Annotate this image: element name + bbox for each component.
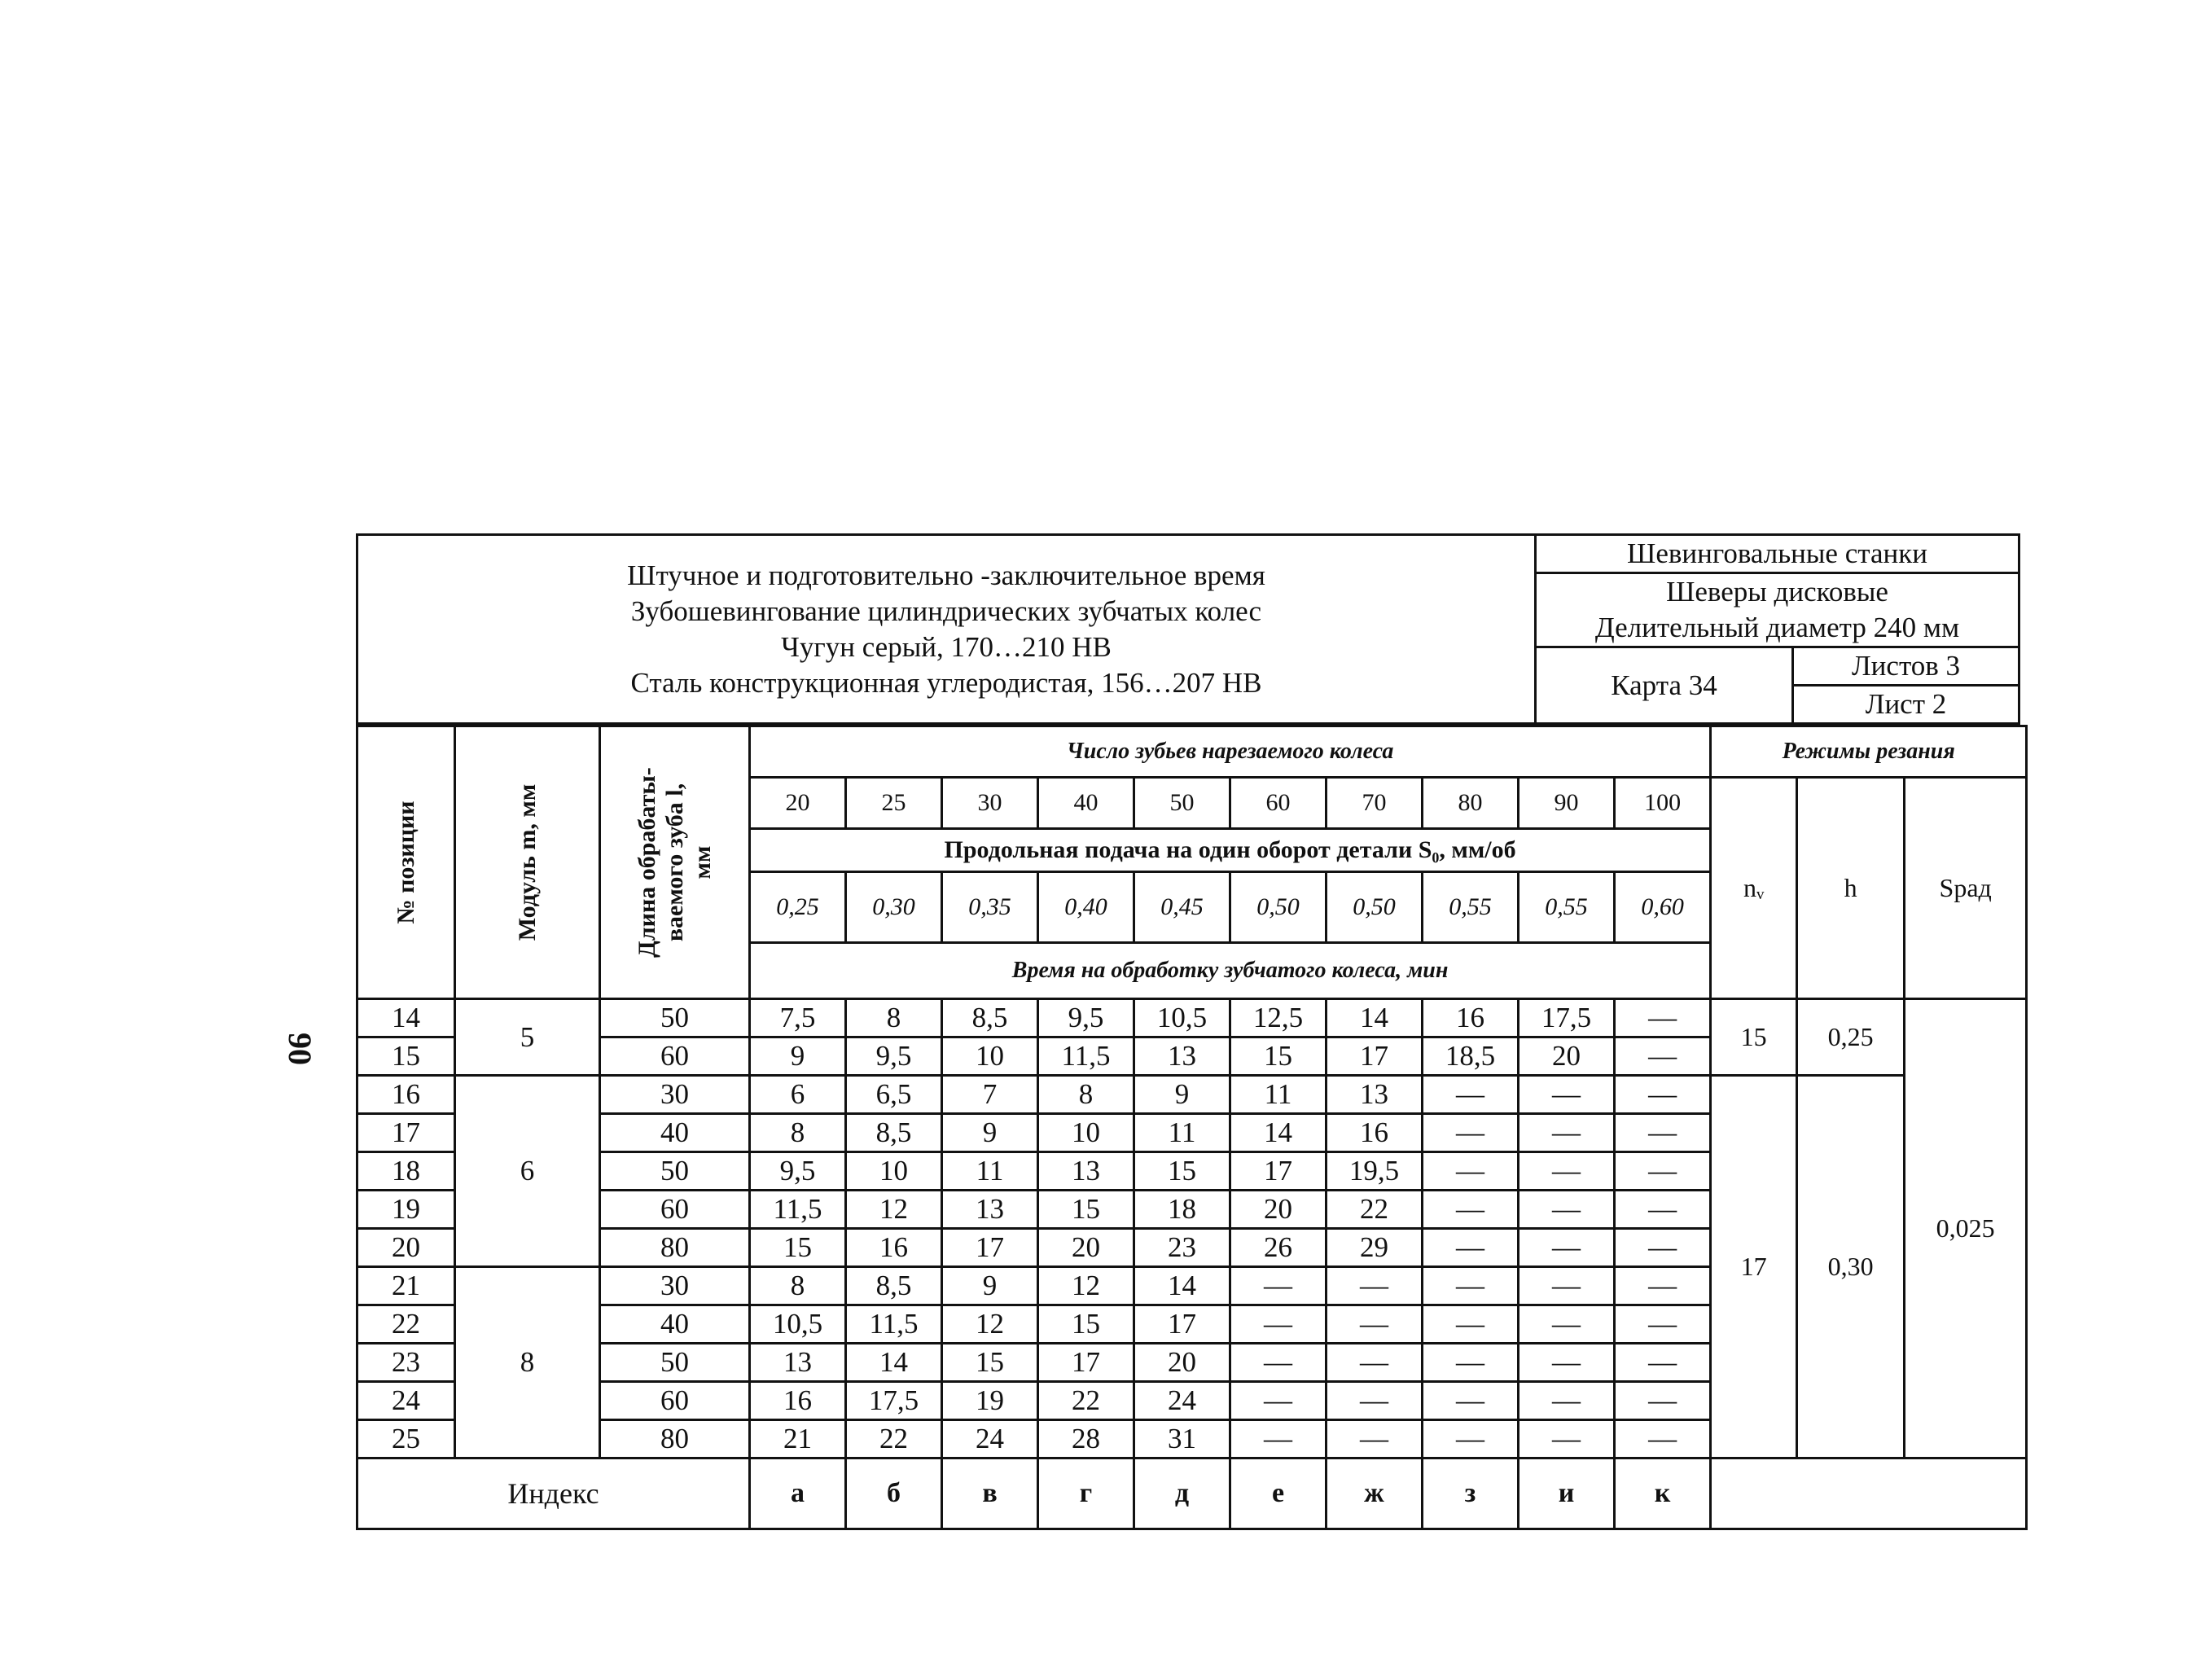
time-cell: 14 <box>846 1344 942 1382</box>
position-cell: 18 <box>357 1152 455 1191</box>
mode-n-header: nᵥ <box>1711 778 1797 999</box>
col-length-header: Длина обрабаты-ваемого зуба l, мм <box>600 726 750 999</box>
time-cell: — <box>1423 1420 1519 1458</box>
time-cell: 24 <box>1134 1382 1230 1420</box>
time-cell: 15 <box>1134 1152 1230 1191</box>
time-cell: — <box>1327 1305 1423 1344</box>
feed-value: 0,60 <box>1615 872 1711 943</box>
time-cell: 13 <box>1038 1152 1134 1191</box>
table-row <box>357 1076 2027 1114</box>
tool-type <box>1536 573 2019 647</box>
teeth-count: 25 <box>846 778 942 829</box>
teeth-header: Число зубьев нарезаемого колеса <box>750 726 1711 778</box>
index-label: Индекс <box>357 1458 750 1529</box>
length-cell: 30 <box>600 1076 750 1114</box>
time-cell: 7,5 <box>750 999 846 1037</box>
time-cell: — <box>1230 1420 1327 1458</box>
time-cell: 20 <box>1134 1344 1230 1382</box>
index-cell: а <box>750 1458 846 1529</box>
time-cell: 10 <box>846 1152 942 1191</box>
teeth-count: 50 <box>1134 778 1230 829</box>
time-cell: 17 <box>1134 1305 1230 1344</box>
time-cell: 9,5 <box>750 1152 846 1191</box>
time-cell: — <box>1327 1382 1423 1420</box>
length-cell: 50 <box>600 999 750 1037</box>
time-cell: 17 <box>1038 1344 1134 1382</box>
time-cell: 12 <box>942 1305 1038 1344</box>
time-cell: 18 <box>1134 1191 1230 1229</box>
feed-value: 0,55 <box>1519 872 1615 943</box>
mode-n-cell: 17 <box>1711 1076 1797 1458</box>
index-cell: г <box>1038 1458 1134 1529</box>
feed-value: 0,45 <box>1134 872 1230 943</box>
time-cell: 9 <box>1134 1076 1230 1114</box>
time-cell: 14 <box>1327 999 1423 1037</box>
position-cell: 21 <box>357 1267 455 1305</box>
time-cell: — <box>1230 1305 1327 1344</box>
title-line: Сталь конструкционная углеродистая, 156…207 НВ <box>630 666 1262 699</box>
index-cell: е <box>1230 1458 1327 1529</box>
teeth-count: 100 <box>1615 778 1711 829</box>
length-cell: 60 <box>600 1191 750 1229</box>
time-cell: 13 <box>1134 1037 1230 1076</box>
time-cell: — <box>1615 1152 1711 1191</box>
length-cell: 60 <box>600 1037 750 1076</box>
time-cell: 11 <box>1230 1076 1327 1114</box>
feed-value: 0,50 <box>1230 872 1327 943</box>
position-cell: 14 <box>357 999 455 1037</box>
length-cell: 80 <box>600 1420 750 1458</box>
time-cell: 21 <box>750 1420 846 1458</box>
feed-header: Продольная подача на один оборот детали S₀, мм/об <box>750 829 1711 872</box>
time-cell: 15 <box>750 1229 846 1267</box>
feed-value: 0,55 <box>1423 872 1519 943</box>
time-cell: 26 <box>1230 1229 1327 1267</box>
time-cell: — <box>1519 1152 1615 1191</box>
time-table <box>356 725 2028 1530</box>
time-cell: 8 <box>750 1114 846 1152</box>
tool-name: Шеверы дисковые <box>1666 576 1888 608</box>
position-cell: 17 <box>357 1114 455 1152</box>
time-cell: 10,5 <box>750 1305 846 1344</box>
index-row <box>357 1458 2027 1529</box>
index-cell: д <box>1134 1458 1230 1529</box>
time-cell: 22 <box>1038 1382 1134 1420</box>
modes-header: Режимы резания <box>1711 726 2027 778</box>
card-header <box>356 533 2020 725</box>
time-cell: 8,5 <box>846 1114 942 1152</box>
time-cell: 31 <box>1134 1420 1230 1458</box>
time-cell: — <box>1423 1382 1519 1420</box>
time-cell: 8 <box>750 1267 846 1305</box>
time-cell: 15 <box>1038 1305 1134 1344</box>
title-line: Чугун серый, 170…210 НВ <box>781 630 1112 663</box>
time-cell: 17,5 <box>846 1382 942 1420</box>
time-cell: — <box>1519 1382 1615 1420</box>
time-cell: 10 <box>1038 1114 1134 1152</box>
time-cell: 11,5 <box>750 1191 846 1229</box>
teeth-count: 20 <box>750 778 846 829</box>
time-cell: 15 <box>942 1344 1038 1382</box>
time-cell: — <box>1519 1076 1615 1114</box>
time-cell: 23 <box>1134 1229 1230 1267</box>
time-cell: — <box>1519 1114 1615 1152</box>
feed-value: 0,40 <box>1038 872 1134 943</box>
time-cell: 8,5 <box>942 999 1038 1037</box>
col-module-header: Модуль m, мм <box>455 726 600 999</box>
time-cell: — <box>1615 1420 1711 1458</box>
time-cell: 28 <box>1038 1420 1134 1458</box>
index-cell: ж <box>1327 1458 1423 1529</box>
time-cell: — <box>1423 1344 1519 1382</box>
time-cell: 17,5 <box>1519 999 1615 1037</box>
time-cell: — <box>1615 1267 1711 1305</box>
time-cell: 9 <box>942 1267 1038 1305</box>
time-cell: 19,5 <box>1327 1152 1423 1191</box>
time-cell: — <box>1423 1114 1519 1152</box>
time-cell: 11,5 <box>846 1305 942 1344</box>
table-row <box>357 999 2027 1037</box>
time-cell: 14 <box>1134 1267 1230 1305</box>
position-cell: 16 <box>357 1076 455 1114</box>
time-cell: 15 <box>1230 1037 1327 1076</box>
index-cell: к <box>1615 1458 1711 1529</box>
time-cell: — <box>1327 1420 1423 1458</box>
time-cell: 12 <box>846 1191 942 1229</box>
page-number: 90 <box>282 1033 318 1065</box>
position-cell: 23 <box>357 1344 455 1382</box>
time-cell: 9 <box>942 1114 1038 1152</box>
mode-s-cell: 0,025 <box>1905 999 2027 1458</box>
feed-value: 0,35 <box>942 872 1038 943</box>
feed-value: 0,30 <box>846 872 942 943</box>
length-cell: 40 <box>600 1305 750 1344</box>
time-cell: — <box>1615 1305 1711 1344</box>
time-cell: 18,5 <box>1423 1037 1519 1076</box>
tool-diameter: Делительный диаметр 240 мм <box>1594 612 1960 643</box>
time-cell: — <box>1423 1076 1519 1114</box>
time-cell: — <box>1615 1382 1711 1420</box>
time-cell: 9,5 <box>846 1037 942 1076</box>
time-cell: — <box>1423 1229 1519 1267</box>
time-cell: 20 <box>1519 1037 1615 1076</box>
time-cell: 17 <box>942 1229 1038 1267</box>
time-cell: 24 <box>942 1420 1038 1458</box>
teeth-count: 40 <box>1038 778 1134 829</box>
time-cell: — <box>1615 1191 1711 1229</box>
time-cell: — <box>1230 1267 1327 1305</box>
time-cell: — <box>1230 1344 1327 1382</box>
time-cell: 16 <box>846 1229 942 1267</box>
teeth-count: 70 <box>1327 778 1423 829</box>
time-cell: 8 <box>1038 1076 1134 1114</box>
time-cell: 10 <box>942 1037 1038 1076</box>
length-cell: 60 <box>600 1382 750 1420</box>
time-cell: 16 <box>1423 999 1519 1037</box>
time-cell: — <box>1423 1305 1519 1344</box>
time-cell: 20 <box>1038 1229 1134 1267</box>
position-cell: 25 <box>357 1420 455 1458</box>
module-cell: 6 <box>455 1076 600 1267</box>
time-cell: 7 <box>942 1076 1038 1114</box>
module-cell: 5 <box>455 999 600 1076</box>
sheet-number: Лист 2 <box>1793 686 2019 724</box>
machine-type: Шевинговальные станки <box>1536 535 2019 573</box>
index-cell: б <box>846 1458 942 1529</box>
index-cell: в <box>942 1458 1038 1529</box>
mode-h-cell: 0,30 <box>1797 1076 1905 1458</box>
time-cell: 29 <box>1327 1229 1423 1267</box>
time-cell: 6 <box>750 1076 846 1114</box>
teeth-count: 30 <box>942 778 1038 829</box>
time-cell: — <box>1519 1191 1615 1229</box>
time-cell: 6,5 <box>846 1076 942 1114</box>
time-cell: 13 <box>942 1191 1038 1229</box>
time-cell: — <box>1230 1382 1327 1420</box>
teeth-count: 80 <box>1423 778 1519 829</box>
time-cell: — <box>1519 1267 1615 1305</box>
feed-value: 0,50 <box>1327 872 1423 943</box>
title-line: Зубошевингование цилиндрических зубчатых колес <box>630 594 1262 627</box>
time-cell: 16 <box>750 1382 846 1420</box>
time-cell: — <box>1615 999 1711 1037</box>
time-cell: 22 <box>1327 1191 1423 1229</box>
length-cell: 80 <box>600 1229 750 1267</box>
module-cell: 8 <box>455 1267 600 1458</box>
time-cell: 13 <box>1327 1076 1423 1114</box>
length-cell: 40 <box>600 1114 750 1152</box>
time-cell: 11 <box>1134 1114 1230 1152</box>
time-cell: 17 <box>1327 1037 1423 1076</box>
mode-h-cell: 0,25 <box>1797 999 1905 1076</box>
time-cell: 11,5 <box>1038 1037 1134 1076</box>
position-cell: 15 <box>357 1037 455 1076</box>
time-cell: — <box>1519 1305 1615 1344</box>
time-cell: 11 <box>942 1152 1038 1191</box>
card-title <box>357 535 1536 724</box>
time-cell: 12,5 <box>1230 999 1327 1037</box>
teeth-count: 90 <box>1519 778 1615 829</box>
position-cell: 19 <box>357 1191 455 1229</box>
sheets-total: Листов 3 <box>1793 647 2019 686</box>
time-cell: — <box>1327 1344 1423 1382</box>
time-cell: — <box>1423 1191 1519 1229</box>
feed-value: 0,25 <box>750 872 846 943</box>
time-cell: — <box>1615 1037 1711 1076</box>
time-cell: 16 <box>1327 1114 1423 1152</box>
position-cell: 20 <box>357 1229 455 1267</box>
time-cell: 17 <box>1230 1152 1327 1191</box>
index-cell: и <box>1519 1458 1615 1529</box>
length-cell: 30 <box>600 1267 750 1305</box>
time-cell: 10,5 <box>1134 999 1230 1037</box>
time-cell: 9 <box>750 1037 846 1076</box>
length-cell: 50 <box>600 1152 750 1191</box>
index-empty <box>1711 1458 2027 1529</box>
time-cell: 13 <box>750 1344 846 1382</box>
mode-s-header: Sрад <box>1905 778 2027 999</box>
time-cell: — <box>1615 1114 1711 1152</box>
card-number: Карта 34 <box>1536 647 1793 724</box>
time-cell: 20 <box>1230 1191 1327 1229</box>
time-cell: — <box>1615 1229 1711 1267</box>
time-header: Время на обработку зубчатого колеса, мин <box>750 943 1711 999</box>
time-cell: 22 <box>846 1420 942 1458</box>
mode-n-cell: 15 <box>1711 999 1797 1076</box>
time-cell: — <box>1519 1344 1615 1382</box>
position-cell: 22 <box>357 1305 455 1344</box>
time-cell: 12 <box>1038 1267 1134 1305</box>
col-position-header: № позиции <box>357 726 455 999</box>
time-cell: 8,5 <box>846 1267 942 1305</box>
teeth-count: 60 <box>1230 778 1327 829</box>
length-cell: 50 <box>600 1344 750 1382</box>
time-cell: 15 <box>1038 1191 1134 1229</box>
time-cell: 14 <box>1230 1114 1327 1152</box>
time-cell: 9,5 <box>1038 999 1134 1037</box>
position-cell: 24 <box>357 1382 455 1420</box>
time-cell: — <box>1327 1267 1423 1305</box>
title-line: Штучное и подготовительно -заключительное время <box>627 559 1265 591</box>
time-cell: — <box>1423 1152 1519 1191</box>
time-cell: 8 <box>846 999 942 1037</box>
time-cell: — <box>1519 1420 1615 1458</box>
time-cell: — <box>1615 1344 1711 1382</box>
time-cell: — <box>1615 1076 1711 1114</box>
index-cell: з <box>1423 1458 1519 1529</box>
mode-h-header: h <box>1797 778 1905 999</box>
time-cell: — <box>1423 1267 1519 1305</box>
time-cell: 19 <box>942 1382 1038 1420</box>
normative-card <box>356 533 2018 1530</box>
time-cell: — <box>1519 1229 1615 1267</box>
